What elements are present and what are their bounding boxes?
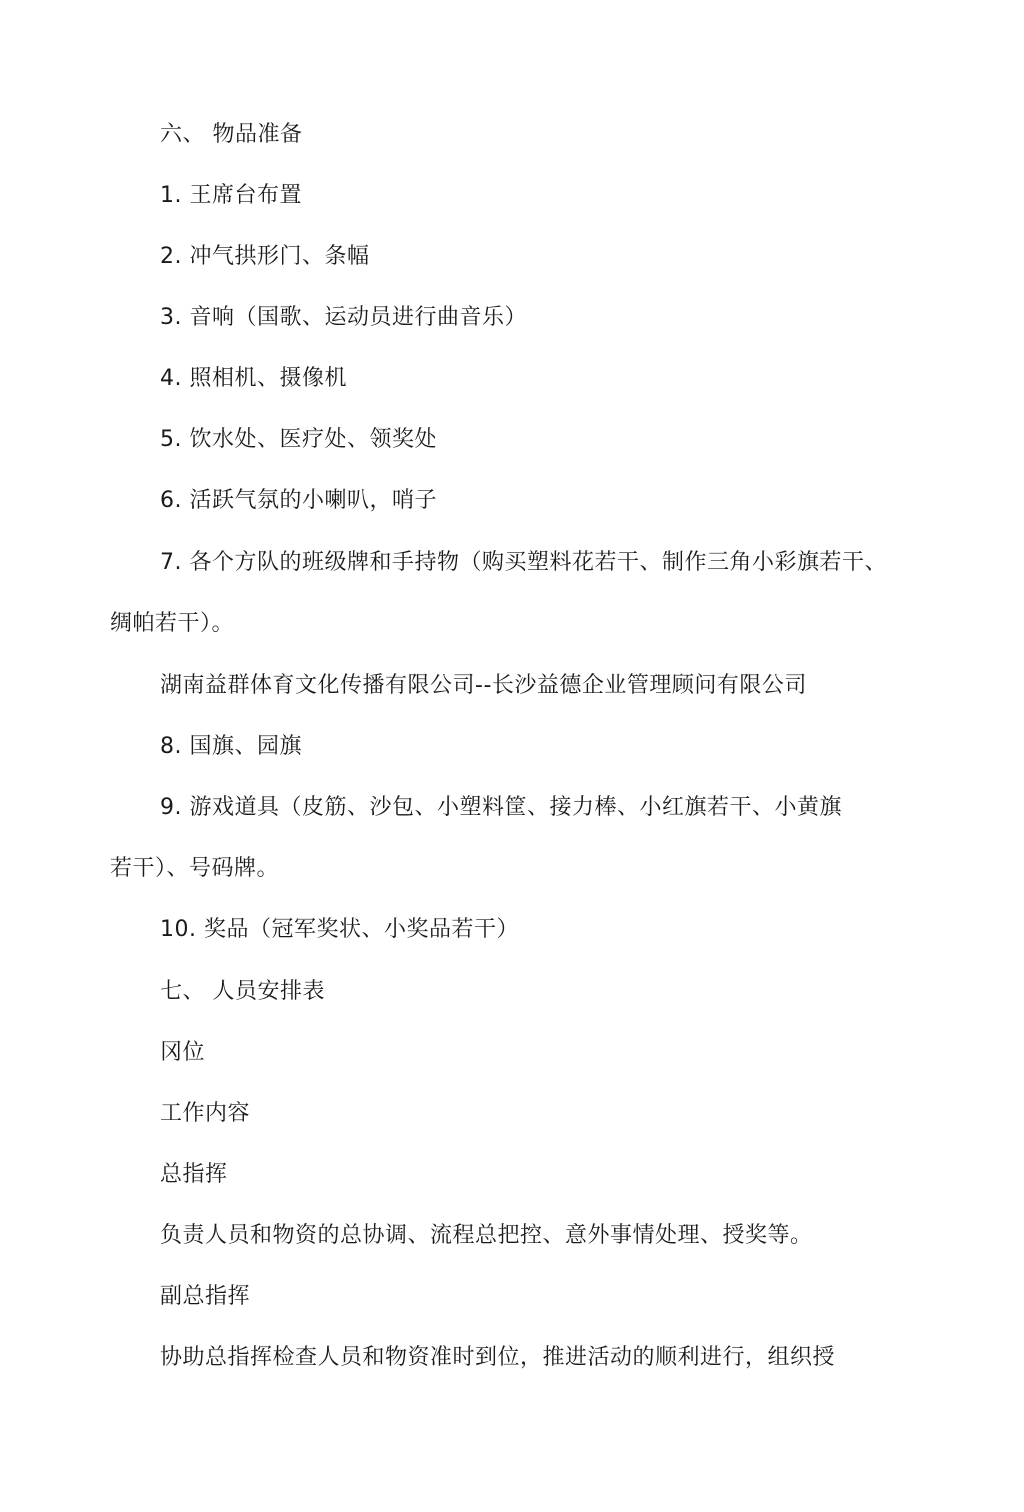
list-item: 6. 活跃气氛的小喇叭，哨子 bbox=[160, 488, 437, 513]
list-item: 2. 冲气拱形门、条幅 bbox=[160, 244, 370, 269]
table-cell: 负责人员和物资的总协调、流程总把控、意外事情处理、授奖等。 bbox=[160, 1223, 813, 1248]
table-cell: 副总指挥 bbox=[160, 1284, 251, 1309]
list-item-continuation: 若干）、号码牌。 bbox=[110, 856, 280, 881]
table-cell: 总指挥 bbox=[160, 1162, 228, 1187]
section-heading-staff: 七、 人员安排表 bbox=[160, 979, 325, 1004]
table-cell: 协助总指挥检查人员和物资准时到位，推进活动的顺利进行，组织授 bbox=[160, 1345, 836, 1370]
list-item: 7. 各个方队的班级牌和手持物（购买塑料花若干、制作三角小彩旗若干、 bbox=[160, 550, 887, 575]
table-cell: 冈位 bbox=[160, 1040, 206, 1065]
section-heading-items: 六、 物品准备 bbox=[160, 122, 303, 147]
list-item: 1. 王席台布置 bbox=[160, 183, 302, 208]
list-item: 10. 奖品（冠军奖状、小奖品若干） bbox=[160, 917, 519, 942]
list-item: 4. 照相机、摄像机 bbox=[160, 366, 347, 391]
table-cell: 工作内容 bbox=[160, 1101, 251, 1126]
company-line: 湖南益群体育文化传播有限公司--长沙益德企业管理顾问有限公司 bbox=[160, 673, 807, 698]
list-item: 3. 音响（国歌、运动员进行曲音乐） bbox=[160, 305, 527, 330]
list-item: 5. 饮水处、医疗处、领奖处 bbox=[160, 427, 437, 452]
list-item: 8. 国旗、园旗 bbox=[160, 734, 302, 759]
list-item-continuation: 绸帕若干）。 bbox=[110, 611, 235, 636]
list-item: 9. 游戏道具（皮筋、沙包、小塑料筐、接力棒、小红旗若干、小黄旗 bbox=[160, 795, 842, 820]
